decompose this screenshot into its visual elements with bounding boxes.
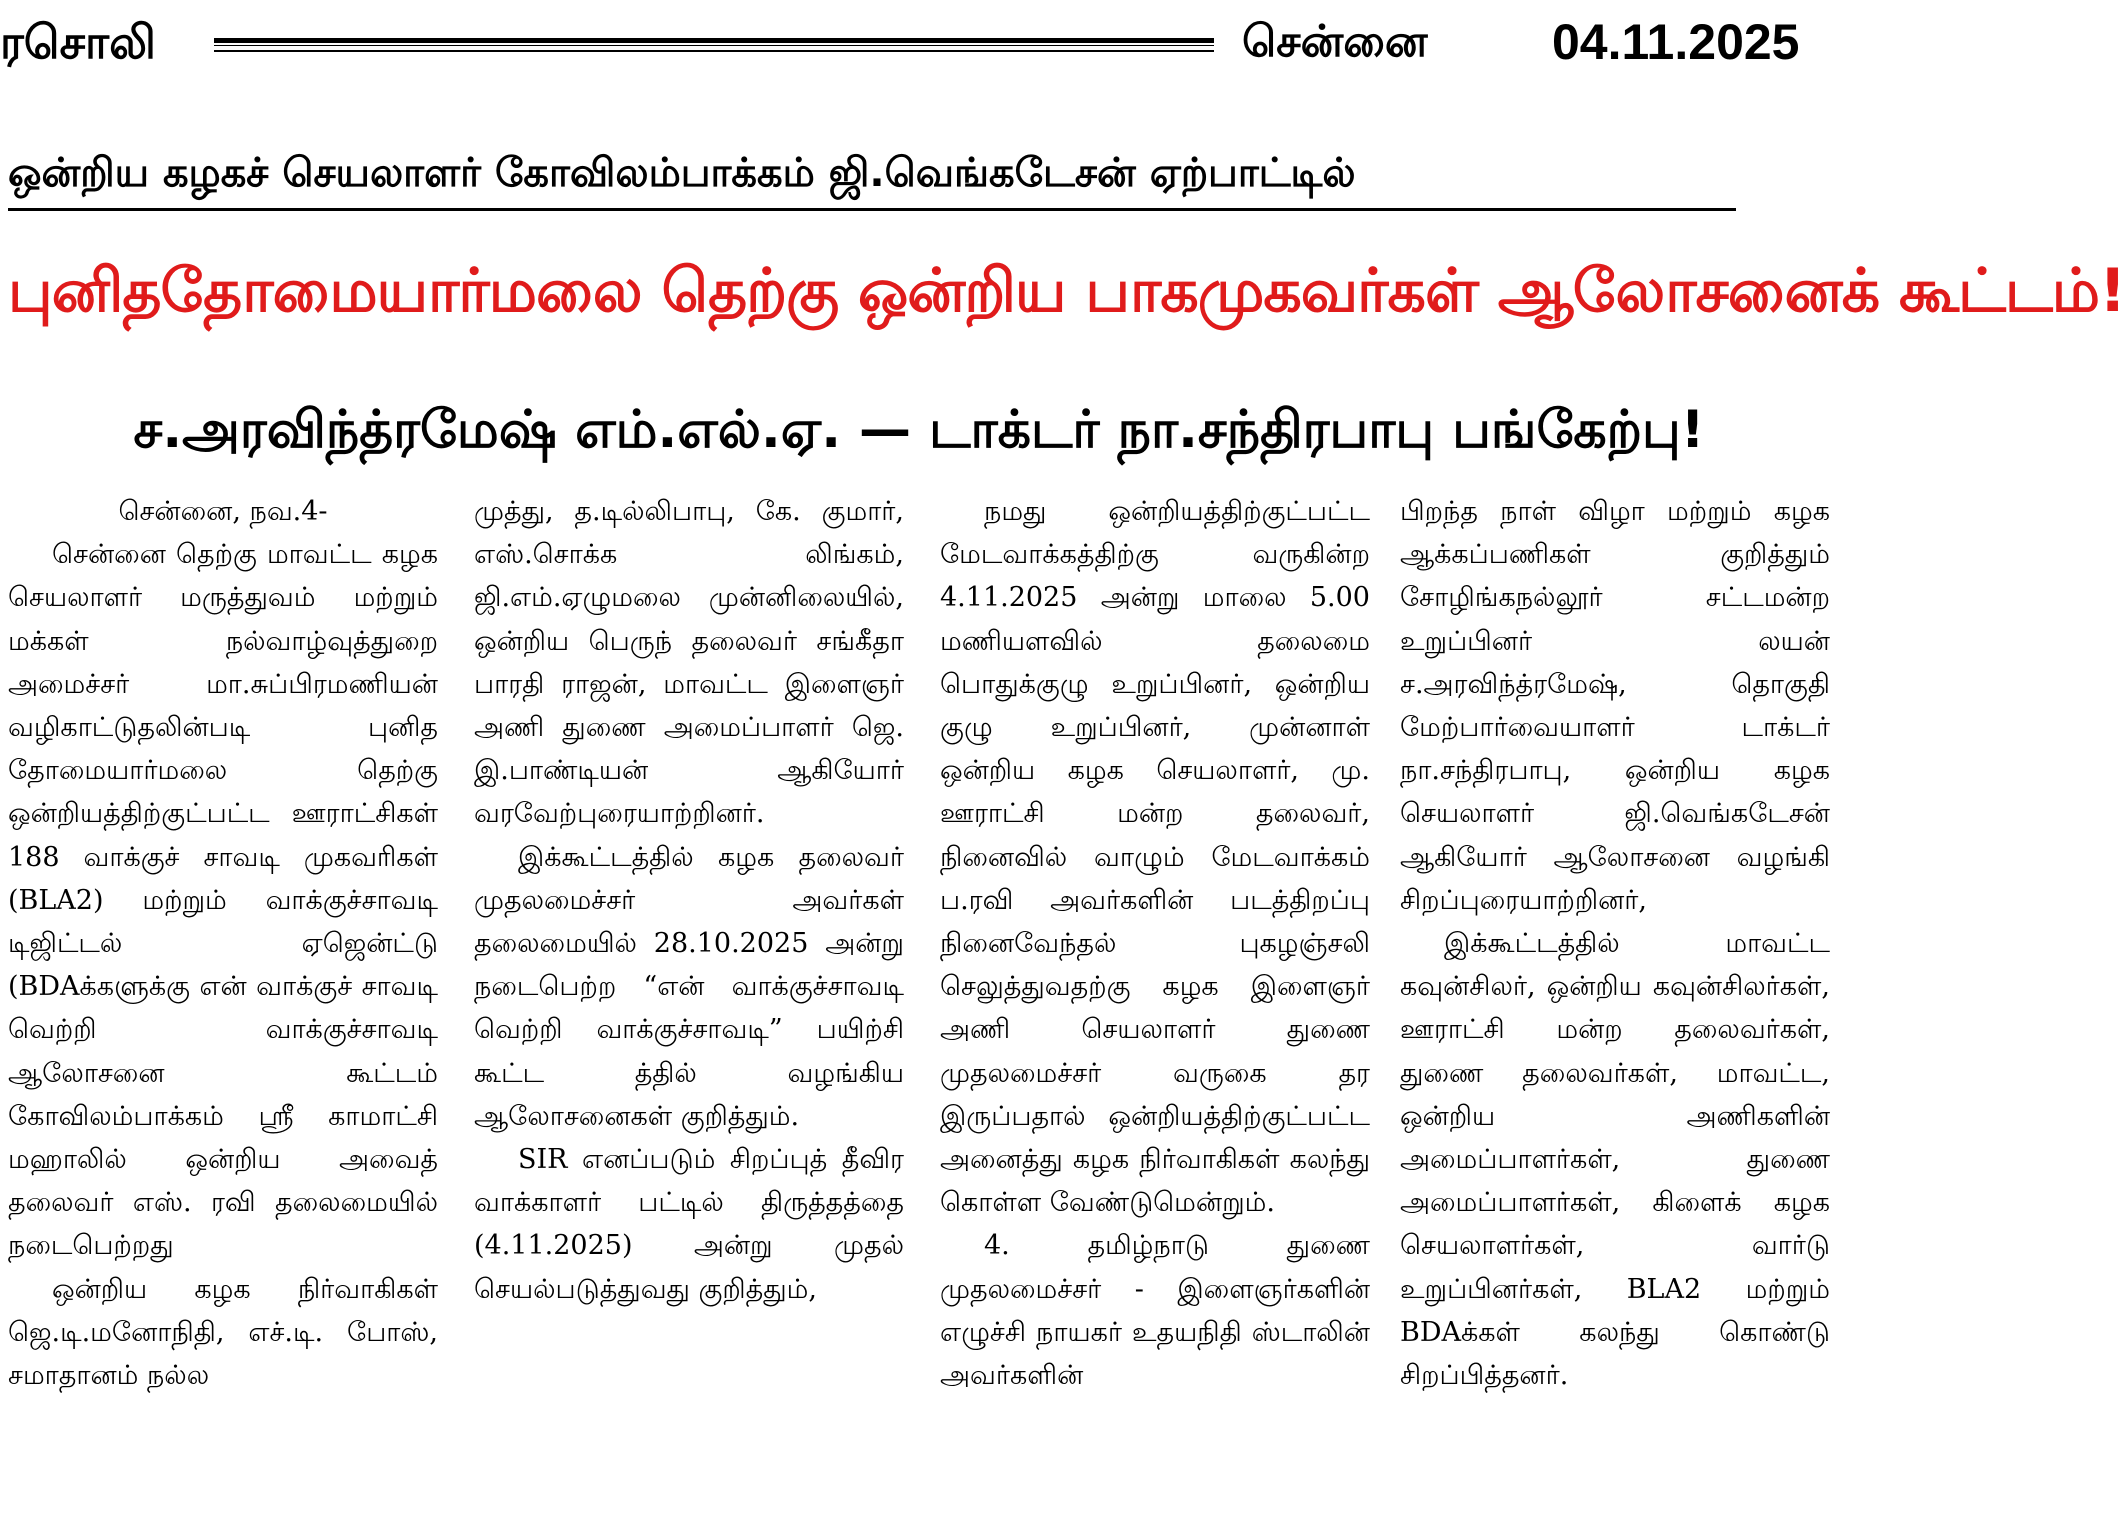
masthead [0,8,1838,78]
masthead-rule [214,38,1214,52]
body-column-1 [8,490,438,1397]
body-paragraph: பிறந்த நாள் விழா மற்றும் கழக ஆக்கப்பணிகள் குறித்தும் சோழிங்கநல்லூர் சட்டமன்ற உறுப்பினர் லயன் ச.அரவிந்த்ரமேஷ், தொகுதி மேற்பார்வையாளர் டாக்டர் நா.சந்திரபாபு, ஒன்றிய கழக செயலாளர் ஜி.வெங்கடேசன் ஆகியோர் ஆலோசனை வழங்கி சிறப்புரையாற்றினர், [1400,496,1830,916]
body-paragraph: நமது ஒன்றியத்திற்குட்பட்ட மேடவாக்கத்திற்கு வருகின்ற 4.11.2025 அன்று மாலை 5.00 மணியளவில் தலைமை பொதுக்குழு உறுப்பினர், ஒன்றிய குழு உறுப்பினர், முன்னாள் ஒன்றிய கழக செயலாளர், மு. ஊராட்சி மன்ற தலைவர், நினைவில் வாழும் மேடவாக்கம் ப.ரவி அவர்களின் படத்திறப்பு நினைவேந்தல் புகழஞ்சலி செலுத்துவதற்கு கழக இளைஞர் அணி செயலாளர் துணை முதலமைச்சர் வருகை தர இருப்பதால் ஒன்றியத்திற்குட்பட்ட அனைத்து கழக நிர்வாகிகள் கலந்து கொள்ள வேண்டுமென்றும். [940,496,1370,1219]
article-body [8,490,1830,1510]
body-column-2 [474,490,904,1311]
masthead-city: சென்னை [1242,16,1428,67]
body-paragraph: சென்னை தெற்கு மாவட்ட கழக செயலாளர் மருத்துவம் மற்றும் மக்கள் நல்வாழ்வுத்துறை அமைச்சர் மா.சுப்பிரமணியன் வழிகாட்டுதலின்படி புனித தோமையார்மலை தெற்கு ஒன்றியத்திற்குட்பட்ட ஊராட்சிகள் 188 வாக்குச் சாவடி முகவரிகள் (BLA2) மற்றும் வாக்குச்சாவடி டிஜிட்டல் ஏஜென்ட்டு (BDAக்களுக்கு என் வாக்குச் சாவடி வெற்றி வாக்குச்சாவடி ஆலோசனை கூட்டம் கோவிலம்பாக்கம் ஸ்ரீ காமாட்சி மஹாலில் ஒன்றிய அவைத் தலைவர் எஸ். ரவி தலைமையில் நடைபெற்றது [8,539,438,1262]
article-kicker: ஒன்றிய கழகச் செயலாளர் கோவிலம்பாக்கம் ஜி.வெங்கடேசன் ஏற்பாட்டில் [8,140,1736,211]
body-paragraph: முத்து, த.டில்லிபாபு, கே. குமார், எஸ்.சொக்க லிங்கம், ஜி.எம்.ஏழுமலை முன்னிலையில், ஒன்றிய பெருந் தலைவர் சங்கீதா பாரதி ராஜன், மாவட்ட இளைஞர் அணி துணை அமைப்பாளர் ஜெ. இ.பாண்டியன் ஆகியோர் வரவேற்புரையாற்றினர். [474,496,904,830]
body-paragraph: இக்கூட்டத்தில் கழக தலைவர் முதலமைச்சர் அவர்கள் தலைமையில் 28.10.2025 அன்று நடைபெற்ற “என் வாக்குச்சாவடி வெற்றி வாக்குச்சாவடி” பயிற்சி கூட்ட த்தில் வழங்கிய ஆலோசனைகள் குறித்தும். [474,841,904,1132]
paper-name-fragment: ரசொலி [0,15,156,69]
dateline: சென்னை, நவ.4- [118,496,328,527]
body-paragraph: ஒன்றிய கழக நிர்வாகிகள் ஜெ.டி.மனோநிதி, எச்.டி. போஸ், சமாதானம் நல்ல [8,1273,438,1392]
body-column-3 [940,490,1370,1397]
body-paragraph: 4. தமிழ்நாடு துணை முதலமைச்சர் - இளைஞர்களின் எழுச்சி நாயகர் உதயநிதி ஸ்டாலின் அவர்களின் [940,1230,1370,1392]
body-paragraph: இக்கூட்டத்தில் மாவட்ட கவுன்சிலர், ஒன்றிய கவுன்சிலர்கள், ஊராட்சி மன்ற தலைவர்கள், துணை தலைவர்கள், மாவட்ட, ஒன்றிய அணிகளின் அமைப்பாளர்கள், துணை அமைப்பாளர்கள், கிளைக் கழக செயலாளர்கள், வார்டு உறுப்பினர்கள், BLA2 மற்றும் BDAக்கள் கலந்து கொண்டு சிறப்பித்தனர். [1400,928,1830,1392]
article-headline: புனிததோமையார்மலை தெற்கு ஒன்றிய பாகமுகவர்கள் ஆலோசனைக் கூட்டம்! [8,256,2125,326]
body-column-4 [1400,490,1830,1397]
article-subhead: ச.அரவிந்த்ரமேஷ் எம்.எல்.ஏ. — டாக்டர் நா.சந்திரபாபு பங்கேற்பு! [133,400,1705,460]
masthead-date: 04.11.2025 [1552,14,1800,70]
body-paragraph: SIR எனப்படும் சிறப்புத் தீவிர வாக்காளர் பட்டில் திருத்தத்தை (4.11.2025) அன்று முதல் செயல்படுத்துவது குறித்தும், [474,1144,904,1305]
